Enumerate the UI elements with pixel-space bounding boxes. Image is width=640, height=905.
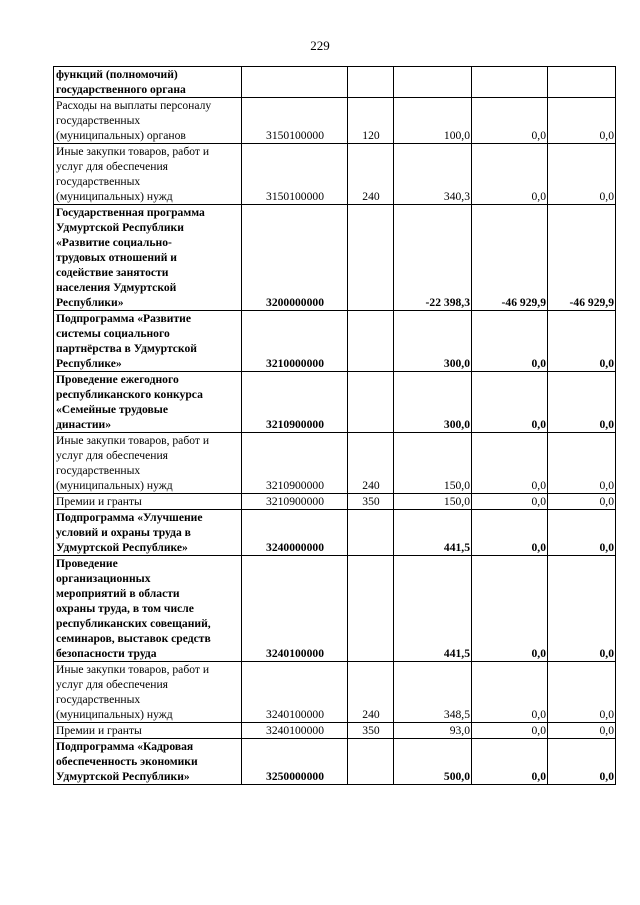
amount-cell-3-text: 0,0: [599, 770, 614, 783]
amount-cell-1: [394, 556, 472, 662]
amount-cell-3-text: 0,0: [599, 708, 614, 721]
target-code-cell-text: 3240100000: [266, 708, 324, 721]
target-code-cell: [242, 494, 348, 510]
item-name-cell: [54, 98, 242, 144]
table-row: [54, 723, 616, 739]
expense-type-cell: [348, 98, 394, 144]
amount-cell-3-text: 0,0: [599, 647, 614, 660]
item-name-cell: [54, 723, 242, 739]
item-name-cell: [54, 67, 242, 98]
amount-cell-1-text: 300,0: [443, 357, 470, 370]
target-code-cell: [242, 144, 348, 205]
target-code-cell-text: 3150100000: [266, 190, 324, 203]
expense-type-cell: [348, 311, 394, 372]
target-code-cell-text: 3240100000: [266, 724, 324, 737]
target-code-cell: [242, 662, 348, 723]
amount-cell-1-text: 300,0: [443, 418, 470, 431]
amount-cell-1: [394, 144, 472, 205]
item-name-cell: [54, 372, 242, 433]
amount-cell-1: [394, 494, 472, 510]
amount-cell-2-text: 0,0: [531, 357, 546, 370]
table-row: [54, 144, 616, 205]
amount-cell-1-text: 441,5: [443, 541, 470, 554]
item-name-cell-text: Расходы на выплаты персоналу государственных (муниципальных) органов: [56, 99, 212, 142]
amount-cell-2: [472, 662, 548, 723]
amount-cell-3: [548, 662, 616, 723]
amount-cell-3: [548, 98, 616, 144]
target-code-cell-text: 3150100000: [266, 129, 324, 142]
expense-type-cell: [348, 372, 394, 433]
expense-type-cell: [348, 739, 394, 785]
amount-cell-2: [472, 556, 548, 662]
item-name-cell: [54, 556, 242, 662]
item-name-cell: [54, 433, 242, 494]
amount-cell-2: [472, 67, 548, 98]
item-name-cell-text: Проведение ежегодного республиканского конкурса «Семейные трудовые династии»: [56, 373, 203, 431]
table-row: [54, 739, 616, 785]
amount-cell-2-text: -46 929,9: [501, 296, 546, 309]
amount-cell-1: [394, 205, 472, 311]
page-number: 229: [310, 38, 330, 53]
target-code-cell-text: 3240000000: [266, 541, 324, 554]
amount-cell-2-text: 0,0: [531, 708, 546, 721]
target-code-cell-text: 3250000000: [266, 770, 324, 783]
amount-cell-3: [548, 723, 616, 739]
table-row: [54, 311, 616, 372]
amount-cell-1: [394, 67, 472, 98]
target-code-cell: [242, 510, 348, 556]
target-code-cell: [242, 723, 348, 739]
item-name-cell: [54, 494, 242, 510]
amount-cell-1: [394, 98, 472, 144]
amount-cell-2: [472, 144, 548, 205]
amount-cell-2: [472, 311, 548, 372]
amount-cell-2-text: 0,0: [531, 770, 546, 783]
amount-cell-1: [394, 510, 472, 556]
amount-cell-1: [394, 723, 472, 739]
item-name-cell-text: Государственная программа Удмуртской Республики «Развитие социально- трудовых отношений и содействие занятости населения Удмуртской Республики»: [56, 206, 205, 309]
amount-cell-3: [548, 433, 616, 494]
amount-cell-1-text: 348,5: [443, 708, 470, 721]
item-name-cell: [54, 510, 242, 556]
item-name-cell: [54, 205, 242, 311]
item-name-cell-text: Премии и гранты: [56, 495, 142, 508]
amount-cell-2-text: 0,0: [531, 541, 546, 554]
amount-cell-1-text: 93,0: [449, 724, 470, 737]
target-code-cell: [242, 739, 348, 785]
amount-cell-2: [472, 494, 548, 510]
expense-type-cell: [348, 433, 394, 494]
table-row: [54, 662, 616, 723]
table-row: [54, 510, 616, 556]
amount-cell-3-text: 0,0: [599, 495, 614, 508]
target-code-cell: [242, 433, 348, 494]
amount-cell-3-text: 0,0: [599, 190, 614, 203]
target-code-cell-text: 3210900000: [266, 495, 324, 508]
table-row: [54, 67, 616, 98]
amount-cell-3-text: -46 929,9: [569, 296, 614, 309]
target-code-cell-text: 3210000000: [266, 357, 324, 370]
expense-type-cell: [348, 556, 394, 662]
target-code-cell: [242, 205, 348, 311]
target-code-cell: [242, 372, 348, 433]
amount-cell-1-text: -22 398,3: [425, 296, 470, 309]
amount-cell-2-text: 0,0: [531, 418, 546, 431]
amount-cell-3: [548, 494, 616, 510]
amount-cell-2-text: 0,0: [531, 495, 546, 508]
item-name-cell: [54, 662, 242, 723]
amount-cell-1: [394, 662, 472, 723]
amount-cell-2-text: 0,0: [531, 190, 546, 203]
item-name-cell-text: Премии и гранты: [56, 724, 142, 737]
expense-type-cell: [348, 723, 394, 739]
expense-type-cell-text: 240: [362, 190, 380, 203]
target-code-cell: [242, 98, 348, 144]
table-row: [54, 494, 616, 510]
target-code-cell: [242, 67, 348, 98]
target-code-cell: [242, 311, 348, 372]
item-name-cell-text: Подпрограмма «Кадровая обеспеченность экономики Удмуртской Республики»: [56, 740, 198, 783]
amount-cell-3-text: 0,0: [599, 129, 614, 142]
target-code-cell-text: 3240100000: [266, 647, 324, 660]
table-row: [54, 372, 616, 433]
amount-cell-2-text: 0,0: [531, 479, 546, 492]
item-name-cell: [54, 311, 242, 372]
amount-cell-3: [548, 739, 616, 785]
amount-cell-2-text: 0,0: [531, 724, 546, 737]
expense-type-cell-text: 240: [362, 708, 380, 721]
item-name-cell-text: функций (полномочий) государственного органа: [56, 68, 186, 96]
amount-cell-2: [472, 723, 548, 739]
amount-cell-1-text: 441,5: [443, 647, 470, 660]
amount-cell-3: [548, 510, 616, 556]
amount-cell-1-text: 500,0: [443, 770, 470, 783]
budget-table: [53, 66, 616, 785]
expense-type-cell: [348, 144, 394, 205]
target-code-cell-text: 3210900000: [266, 418, 324, 431]
expense-type-cell: [348, 67, 394, 98]
amount-cell-3: [548, 311, 616, 372]
amount-cell-3-text: 0,0: [599, 418, 614, 431]
amount-cell-2-text: 0,0: [531, 129, 546, 142]
item-name-cell-text: Проведение организационных мероприятий в области охраны труда, в том числе республиканских совещаний, семинаров, выставок средств безопасности труда: [56, 557, 211, 660]
amount-cell-3-text: 0,0: [599, 479, 614, 492]
item-name-cell-text: Подпрограмма «Развитие системы социального партнёрства в Удмуртской Республике»: [56, 312, 197, 370]
expense-type-cell: [348, 662, 394, 723]
item-name-cell-text: Иные закупки товаров, работ и услуг для обеспечения государственных (муниципальных) нужд: [56, 663, 210, 721]
expense-type-cell: [348, 494, 394, 510]
target-code-cell: [242, 556, 348, 662]
expense-type-cell-text: 350: [362, 724, 380, 737]
target-code-cell-text: 3200000000: [266, 296, 324, 309]
amount-cell-2-text: 0,0: [531, 647, 546, 660]
amount-cell-2: [472, 510, 548, 556]
item-name-cell-text: Иные закупки товаров, работ и услуг для обеспечения государственных (муниципальных) нужд: [56, 434, 210, 492]
amount-cell-2: [472, 205, 548, 311]
amount-cell-3: [548, 67, 616, 98]
amount-cell-3-text: 0,0: [599, 541, 614, 554]
budget-table-body: [54, 67, 616, 785]
expense-type-cell: [348, 510, 394, 556]
amount-cell-3: [548, 205, 616, 311]
amount-cell-1: [394, 372, 472, 433]
amount-cell-3-text: 0,0: [599, 357, 614, 370]
item-name-cell-text: Подпрограмма «Улучшение условий и охраны труда в Удмуртской Республике»: [56, 511, 203, 554]
expense-type-cell-text: 240: [362, 479, 380, 492]
amount-cell-1-text: 150,0: [443, 495, 470, 508]
item-name-cell: [54, 739, 242, 785]
expense-type-cell: [348, 205, 394, 311]
amount-cell-3: [548, 556, 616, 662]
item-name-cell: [54, 144, 242, 205]
table-row: [54, 98, 616, 144]
amount-cell-3: [548, 372, 616, 433]
item-name-cell-text: Иные закупки товаров, работ и услуг для обеспечения государственных (муниципальных) нужд: [56, 145, 210, 203]
amount-cell-1: [394, 739, 472, 785]
table-row: [54, 205, 616, 311]
amount-cell-1: [394, 433, 472, 494]
amount-cell-1-text: 150,0: [443, 479, 470, 492]
amount-cell-1-text: 340,3: [443, 190, 470, 203]
amount-cell-2: [472, 739, 548, 785]
amount-cell-3-text: 0,0: [599, 724, 614, 737]
expense-type-cell-text: 350: [362, 495, 380, 508]
table-row: [54, 556, 616, 662]
amount-cell-1: [394, 311, 472, 372]
amount-cell-3: [548, 144, 616, 205]
target-code-cell-text: 3210900000: [266, 479, 324, 492]
amount-cell-2: [472, 98, 548, 144]
expense-type-cell-text: 120: [362, 129, 380, 142]
amount-cell-2: [472, 372, 548, 433]
amount-cell-1-text: 100,0: [443, 129, 470, 142]
amount-cell-2: [472, 433, 548, 494]
table-row: [54, 433, 616, 494]
